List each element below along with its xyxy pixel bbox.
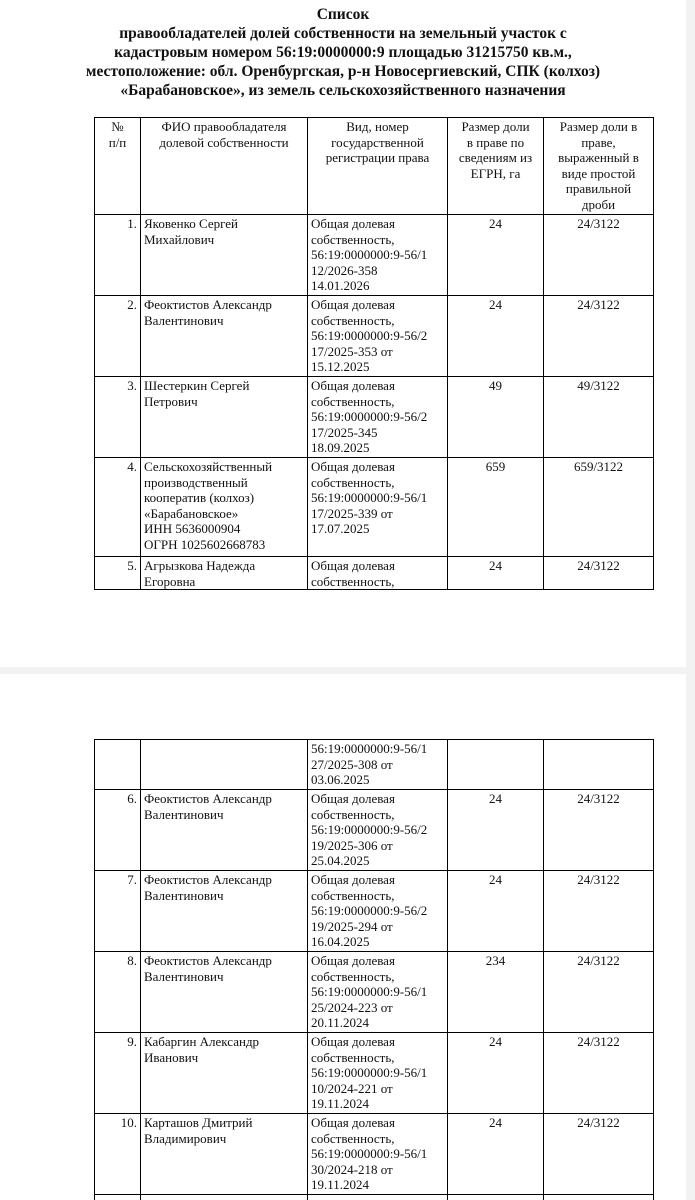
row-number	[95, 1195, 141, 1200]
table-header-row	[95, 118, 654, 215]
share-fraction: 24/3122	[544, 215, 654, 296]
document-page-2	[0, 674, 686, 1200]
share-fraction: 24/3122	[544, 952, 654, 1033]
registration-record: Общая долевая собственность,	[308, 557, 448, 590]
share-ha: 24	[448, 871, 544, 952]
owner-name	[141, 1195, 308, 1200]
row-number: 1.	[95, 215, 141, 296]
share-fraction: 24/3122	[544, 296, 654, 377]
table-row	[95, 377, 654, 458]
document-title	[0, 5, 686, 100]
column-header-share-fraction: Размер доли в праве, выраженный в виде простой правильной дроби	[544, 118, 654, 215]
share-ha: 49	[448, 377, 544, 458]
title-line: «Барабановское», из земель сельскохозяйственного назначения	[120, 82, 566, 99]
row-number: 7.	[95, 871, 141, 952]
owner-name: Карташов Дмитрий Владимирович	[141, 1114, 308, 1195]
table-row	[95, 458, 654, 557]
share-ha	[448, 740, 544, 790]
registration-record: Общая долевая собственность, 56:19:0000000:9-56/1 30/2024-218 от 19.11.2024	[308, 1114, 448, 1195]
share-fraction: 659/3122	[544, 458, 654, 557]
owners-table	[94, 117, 654, 590]
share-ha: 24	[448, 1114, 544, 1195]
registration-record: Общая долевая собственность, 56:19:0000000:9-56/1 10/2024-221 от 19.11.2024	[308, 1033, 448, 1114]
table-row	[95, 790, 654, 871]
registration-record: Общая долевая собственность, 56:19:0000000:9-56/1 12/2026-358 14.01.2026	[308, 215, 448, 296]
column-header-number: № п/п	[95, 118, 141, 215]
share-ha: 24	[448, 790, 544, 871]
share-fraction: 24/3122	[544, 871, 654, 952]
row-number: 2.	[95, 296, 141, 377]
share-ha: 24	[448, 215, 544, 296]
table-row	[95, 740, 654, 790]
share-ha: 659	[448, 458, 544, 557]
row-number: 3.	[95, 377, 141, 458]
row-number	[95, 740, 141, 790]
row-number: 5.	[95, 557, 141, 590]
owner-name: Феоктистов Александр Валентинович	[141, 790, 308, 871]
registration-record: Общая долевая собственность, 56:19:0000000:9-56/1 25/2024-223 от 20.11.2024	[308, 952, 448, 1033]
title-line: местоположение: обл. Оренбургская, р-н Новосергиевский, СПК (колхоз)	[85, 63, 601, 80]
share-fraction: 24/3122	[544, 1033, 654, 1114]
row-number: 10.	[95, 1114, 141, 1195]
owner-name: Феоктистов Александр Валентинович	[141, 952, 308, 1033]
registration-record: Общая долевая собственность, 56:19:0000000:9-56/2 17/2025-345 18.09.2025	[308, 377, 448, 458]
share-fraction: 49/3122	[544, 377, 654, 458]
table-row-partial	[95, 1195, 654, 1200]
table-row	[95, 557, 654, 590]
row-number: 8.	[95, 952, 141, 1033]
owner-name: Шестеркин Сергей Петрович	[141, 377, 308, 458]
share-ha: 234	[448, 952, 544, 1033]
registration-record: Общая долевая собственность, 56:19:0000000:9-56/2 19/2025-294 от 16.04.2025	[308, 871, 448, 952]
owner-name: Феоктистов Александр Валентинович	[141, 871, 308, 952]
owner-name	[141, 740, 308, 790]
column-header-share-ha: Размер доли в праве по сведениям из ЕГРН, га	[448, 118, 544, 215]
share-ha	[448, 1195, 544, 1200]
share-ha: 24	[448, 1033, 544, 1114]
share-ha: 24	[448, 296, 544, 377]
share-fraction: 24/3122	[544, 557, 654, 590]
registration-record: Общая долевая собственность, 56:19:0000000:9-56/1 17/2025-339 от 17.07.2025	[308, 458, 448, 557]
title-line: кадастровым номером 56:19:0000000:9 площадью 31215750 кв.м.,	[114, 44, 572, 61]
share-fraction	[544, 1195, 654, 1200]
owner-name: Агрызкова Надежда Егоровна	[141, 557, 308, 590]
title-heading: Список	[316, 6, 370, 23]
share-fraction: 24/3122	[544, 790, 654, 871]
column-header-owner: ФИО правообладателя долевой собственности	[141, 118, 308, 215]
registration-record: Общая долевая собственность, 56:19:0000000:9-56/2 17/2025-353 от 15.12.2025	[308, 296, 448, 377]
table-row	[95, 871, 654, 952]
registration-record	[308, 1195, 448, 1200]
owner-name: Феоктистов Александр Валентинович	[141, 296, 308, 377]
owner-name: Яковенко Сергей Михайлович	[141, 215, 308, 296]
owner-name: Кабаргин Александр Иванович	[141, 1033, 308, 1114]
share-fraction: 24/3122	[544, 1114, 654, 1195]
table-row	[95, 215, 654, 296]
column-header-registration: Вид, номер государственной регистрации права	[308, 118, 448, 215]
owners-table-continued	[94, 739, 654, 1200]
row-number: 4.	[95, 458, 141, 557]
share-ha: 24	[448, 557, 544, 590]
share-fraction	[544, 740, 654, 790]
row-number: 9.	[95, 1033, 141, 1114]
table-row	[95, 1033, 654, 1114]
row-number: 6.	[95, 790, 141, 871]
registration-record: 56:19:0000000:9-56/1 27/2025-308 от 03.06.2025	[308, 740, 448, 790]
table-row	[95, 296, 654, 377]
owner-name: Сельскохозяйственный производственный кооператив (колхоз) «Барабановское» ИНН 5636000904 ОГРН 1025602668783	[141, 458, 308, 557]
table-row	[95, 1114, 654, 1195]
title-line: правообладателей долей собственности на земельный участок с	[119, 25, 567, 42]
registration-record: Общая долевая собственность, 56:19:0000000:9-56/2 19/2025-306 от 25.04.2025	[308, 790, 448, 871]
table-row	[95, 952, 654, 1033]
